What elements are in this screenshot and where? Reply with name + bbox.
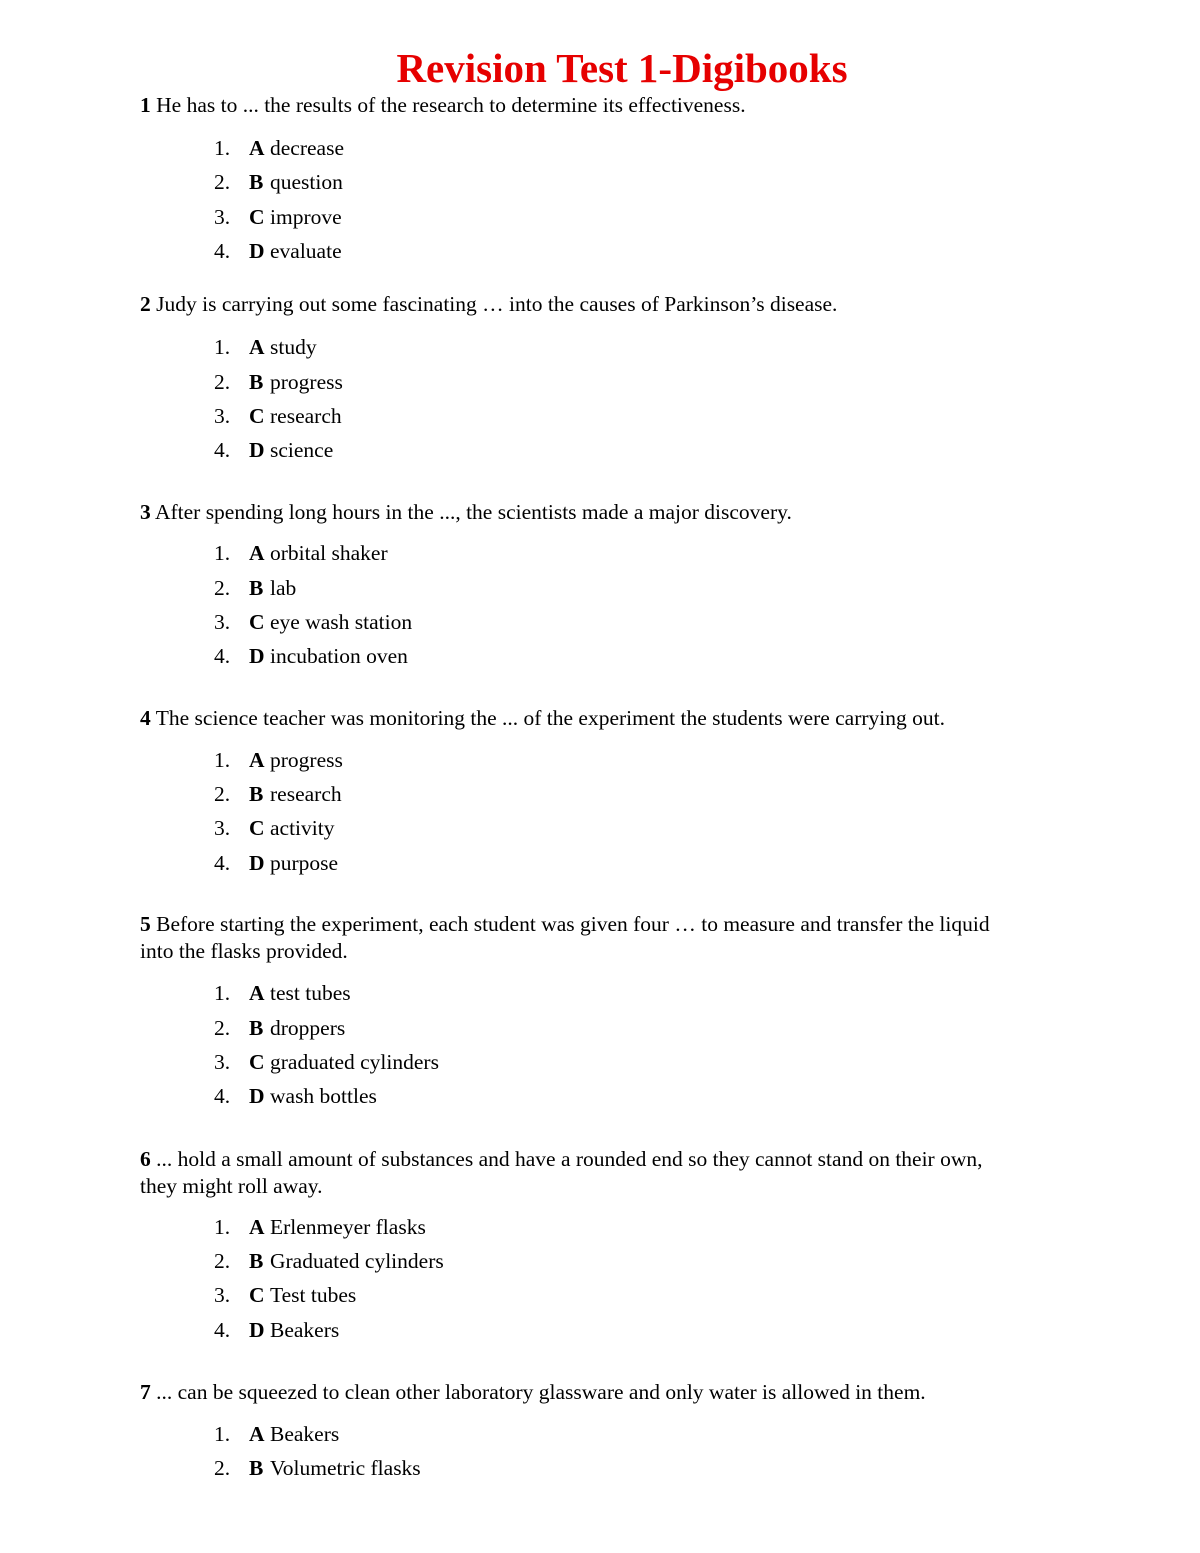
option-number: 4. xyxy=(214,1084,231,1108)
option-letter: C xyxy=(249,404,265,428)
option-number: 2. xyxy=(214,1016,231,1040)
option-letter: A xyxy=(249,748,265,772)
option-number: 2. xyxy=(214,170,231,194)
option-letter: B xyxy=(249,1016,264,1040)
option-text: activity xyxy=(270,816,335,840)
question-number: 3 xyxy=(140,500,151,524)
option-text: lab xyxy=(270,576,297,600)
question-2-text xyxy=(140,291,1020,318)
option-letter: A xyxy=(249,1215,265,1239)
option-number: 1. xyxy=(214,1215,231,1239)
option-number: 1. xyxy=(214,541,231,565)
option-number: 1. xyxy=(214,1422,231,1446)
option-text: study xyxy=(270,335,317,359)
option-number: 3. xyxy=(214,205,231,229)
question-text: Before starting the experiment, each student was given four … to measure and transfer the liquid into the flasks provided. xyxy=(140,912,990,963)
option-text: science xyxy=(270,438,334,462)
option-number: 1. xyxy=(214,136,231,160)
question-number: 5 xyxy=(140,912,151,936)
option-text: evaluate xyxy=(270,239,342,263)
option-text: question xyxy=(270,170,343,194)
option-letter: D xyxy=(249,1318,265,1342)
option-letter: A xyxy=(249,136,265,160)
option-text: Beakers xyxy=(270,1422,340,1446)
option-letter: D xyxy=(249,851,265,875)
option-number: 3. xyxy=(214,1283,231,1307)
option-text: Test tubes xyxy=(270,1283,357,1307)
option-text: progress xyxy=(270,370,343,394)
question-6-text xyxy=(140,1146,1020,1200)
question-number: 1 xyxy=(140,93,151,117)
option-letter: A xyxy=(249,541,265,565)
question-text: After spending long hours in the ..., the scientists made a major discovery. xyxy=(154,500,792,524)
option-letter: B xyxy=(249,1249,264,1273)
option-text: test tubes xyxy=(270,981,351,1005)
option-number: 2. xyxy=(214,576,231,600)
option-letter: C xyxy=(249,1050,265,1074)
option-text: graduated cylinders xyxy=(270,1050,439,1074)
option-number: 4. xyxy=(214,644,231,668)
option-letter: C xyxy=(249,1283,265,1307)
option-number: 2. xyxy=(214,782,231,806)
question-1-text xyxy=(140,92,1020,119)
question-text: The science teacher was monitoring the ... of the experiment the students were carrying out. xyxy=(155,706,945,730)
option-number: 2. xyxy=(214,370,231,394)
option-letter: C xyxy=(249,816,265,840)
option-letter: B xyxy=(249,370,264,394)
option-text: research xyxy=(270,404,342,428)
page-title: Revision Test 1-Digibooks xyxy=(396,45,848,91)
option-letter: B xyxy=(249,1456,264,1480)
option-text: Volumetric flasks xyxy=(270,1456,421,1480)
question-7-text xyxy=(140,1379,1020,1406)
question-number: 4 xyxy=(140,706,151,730)
option-text: wash bottles xyxy=(270,1084,377,1108)
question-4-text xyxy=(140,705,1020,732)
option-number: 2. xyxy=(214,1456,231,1480)
option-text: Beakers xyxy=(270,1318,340,1342)
question-number: 2 xyxy=(140,292,151,316)
option-letter: A xyxy=(249,335,265,359)
question-text: ... can be squeezed to clean other laboratory glassware and only water is allowed in them. xyxy=(156,1380,926,1404)
option-letter: B xyxy=(249,170,264,194)
option-text: incubation oven xyxy=(270,644,408,668)
option-letter: D xyxy=(249,239,265,263)
option-text: decrease xyxy=(270,136,344,160)
option-letter: B xyxy=(249,576,264,600)
option-letter: C xyxy=(249,610,265,634)
question-text: ... hold a small amount of substances and have a rounded end so they cannot stand on their own, they might roll away. xyxy=(140,1147,983,1198)
question-3-text xyxy=(140,499,1020,526)
option-number: 4. xyxy=(214,1318,231,1342)
option-text: progress xyxy=(270,748,343,772)
option-number: 4. xyxy=(214,239,231,263)
option-letter: A xyxy=(249,981,265,1005)
question-text: Judy is carrying out some fascinating … into the causes of Parkinson’s disease. xyxy=(156,292,838,316)
option-number: 1. xyxy=(214,981,231,1005)
option-text: eye wash station xyxy=(270,610,413,634)
option-number: 4. xyxy=(214,438,231,462)
option-text: Erlenmeyer flasks xyxy=(270,1215,426,1239)
option-text: purpose xyxy=(270,851,339,875)
option-text: improve xyxy=(270,205,342,229)
question-number: 7 xyxy=(140,1380,151,1404)
option-number: 2. xyxy=(214,1249,231,1273)
option-letter: D xyxy=(249,438,265,462)
option-letter: C xyxy=(249,205,265,229)
option-text: orbital shaker xyxy=(270,541,388,565)
option-text: droppers xyxy=(270,1016,346,1040)
option-text: research xyxy=(270,782,342,806)
option-letter: D xyxy=(249,1084,265,1108)
option-number: 3. xyxy=(214,610,231,634)
option-number: 1. xyxy=(214,748,231,772)
option-number: 3. xyxy=(214,1050,231,1074)
option-letter: A xyxy=(249,1422,265,1446)
option-number: 4. xyxy=(214,851,231,875)
option-letter: D xyxy=(249,644,265,668)
question-text: He has to ... the results of the research to determine its effectiveness. xyxy=(156,93,746,117)
question-5-text xyxy=(140,911,1020,965)
option-letter: B xyxy=(249,782,264,806)
option-number: 3. xyxy=(214,404,231,428)
question-number: 6 xyxy=(140,1147,151,1171)
option-text: Graduated cylinders xyxy=(270,1249,444,1273)
option-number: 3. xyxy=(214,816,231,840)
option-number: 1. xyxy=(214,335,231,359)
